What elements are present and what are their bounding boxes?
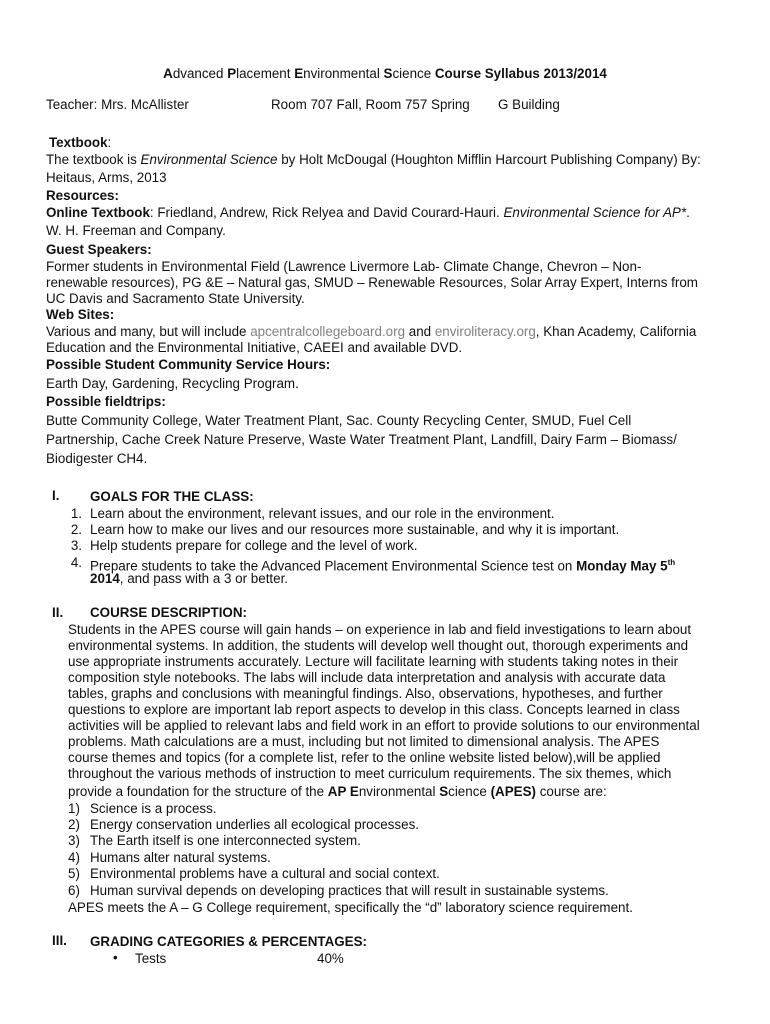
a-g-requirement: APES meets the A – G College requirement, specifically the “d” laboratory science requirement. <box>68 900 633 915</box>
section-number: III. <box>52 933 67 948</box>
theme-item: Humans alter natural systems. <box>90 850 271 865</box>
room-info: Room 707 Fall, Room 757 Spring <box>271 97 470 112</box>
teacher-name: Teacher: Mrs. McAllister <box>46 97 189 112</box>
text: cience <box>448 784 491 799</box>
goal-item: Help students prepare for college and the level of work. <box>90 538 418 553</box>
title-letter: S <box>383 66 393 81</box>
online-textbook-label: Online Textbook <box>46 205 150 220</box>
section-number: II. <box>52 605 64 620</box>
guest-speakers-heading: Guest Speakers: <box>46 242 152 257</box>
title-letter: A <box>163 66 173 81</box>
fieldtrips-line-3: Biodigester CH4. <box>46 451 148 466</box>
guest-line-2: renewable resources), PG &E – Natural gas, SMUD – Renewable Resources, Solar Array Expert, Interns from <box>46 275 698 290</box>
text: . <box>686 205 690 220</box>
title-text: lacement <box>236 66 295 81</box>
course-line: environmental systems. In addition, the students will develop well thought out, thorough experiments and <box>68 638 689 653</box>
goal-item: Learn how to make our lives and our resources more sustainable, and why it is important. <box>90 522 620 537</box>
course-line: activities will be applied to relevant labs and field work in an effort to provide solutions to our environmental <box>68 718 700 733</box>
goal-item: Learn about the environment, relevant issues, and our role in the environment. <box>90 506 555 521</box>
book-title: Environmental Science <box>140 152 278 167</box>
section-number: I. <box>52 488 60 503</box>
textbook-line-1 <box>46 152 701 168</box>
list-number: 2. <box>70 522 82 537</box>
text: : Friedland, Andrew, Rick Relyea and David Courard-Hauri. <box>149 205 504 220</box>
fieldtrips-heading: Possible fieldtrips: <box>46 394 166 409</box>
college-board-link[interactable]: apcentralcollegeboard.org <box>250 324 406 339</box>
theme-number: 5) <box>68 866 80 881</box>
online-textbook-line <box>46 205 690 221</box>
test-year: 2014 <box>90 571 120 586</box>
text: provide a foundation for the structure of the <box>68 784 328 799</box>
theme-item: Human survival depends on developing practices that will result in sustainable systems. <box>90 883 609 898</box>
grading-category: Tests <box>135 951 167 966</box>
goals-heading: GOALS FOR THE CLASS: <box>90 489 254 504</box>
course-line: Students in the APES course will gain hands – on experience in lab and field investigations to learn about <box>68 622 692 637</box>
goal-item-continued <box>90 571 288 587</box>
text: and <box>405 324 435 339</box>
grading-heading: GRADING CATEGORIES & PERCENTAGES: <box>90 934 368 949</box>
fieldtrips-line-2: Partnership, Cache Creek Nature Preserve, Waste Water Treatment Plant, Landfill, Dairy Farm – Biomass/ <box>46 432 677 447</box>
title-letter: E <box>294 66 304 81</box>
web-line-1 <box>46 324 696 340</box>
web-sites-heading: Web Sites: <box>46 307 115 322</box>
theme-item: Environmental problems have a cultural and social context. <box>90 866 440 881</box>
course-line: tables, graphs and conclusions with meaningful findings. Also, observations, hypotheses, and further <box>68 686 663 701</box>
text: , Khan Academy, California <box>535 324 697 339</box>
theme-number: 3) <box>68 833 80 848</box>
theme-number: 4) <box>68 850 80 865</box>
text: , and pass with a 3 or better. <box>119 571 289 586</box>
grading-percentage: 40% <box>317 951 344 966</box>
bold-text: AP E <box>327 784 359 799</box>
textbook-colon: : <box>107 135 112 150</box>
service-hours-line: Earth Day, Gardening, Recycling Program. <box>46 376 299 391</box>
title-rest: Course Syllabus 2013/2014 <box>434 66 607 81</box>
book-title: Environmental Science for AP* <box>503 205 687 220</box>
title-text: nvironmental <box>303 66 384 81</box>
guest-line-3: UC Davis and Sacramento State University. <box>46 291 305 306</box>
textbook-heading <box>49 135 111 151</box>
fieldtrips-line-1: Butte Community College, Water Treatment Plant, Sac. County Recycling Center, SMUD, Fuel Cell <box>46 413 632 428</box>
resources-heading: Resources: <box>46 188 119 203</box>
course-line: throughout the various methods of instruction to meet curriculum requirements. The six themes, which <box>68 766 672 781</box>
text: nvironmental <box>358 784 440 799</box>
text: course are: <box>535 784 607 799</box>
title-letter: P <box>227 66 237 81</box>
web-line-2: Education and the Environmental Initiative, CAEEI and available DVD. <box>46 340 463 355</box>
course-line: problems. Math calculations are a must, including but not limited to dimensional analysis. The APES <box>68 734 660 749</box>
theme-item: Science is a process. <box>90 801 217 816</box>
textbook-label: Textbook <box>49 135 108 150</box>
list-number: 4. <box>70 555 82 570</box>
text: Prepare students to take the Advanced Placement Environmental Science test on <box>90 558 577 574</box>
theme-number: 6) <box>68 883 80 898</box>
list-number: 3. <box>70 538 82 553</box>
course-line <box>68 784 607 800</box>
service-hours-heading: Possible Student Community Service Hours: <box>46 357 331 372</box>
theme-item: Energy conservation underlies all ecological processes. <box>90 817 419 832</box>
publisher-line: W. H. Freeman and Company. <box>46 223 226 238</box>
course-line: questions to explore are important lab report aspects to develop in this class. Concepts learned in class <box>68 702 680 717</box>
course-line: composition style notebooks. The labs will include data interpretation and analysis with accurate data <box>68 670 666 685</box>
text: by Holt McDougal (Houghton Mifflin Harcourt Publishing Company) By: <box>277 152 701 167</box>
test-date: Monday May 5 <box>576 558 668 574</box>
building-info: G Building <box>498 97 560 112</box>
text: Various and many, but will include <box>46 324 251 339</box>
title-text: dvanced <box>172 66 228 81</box>
theme-number: 1) <box>68 801 80 816</box>
superscript: th <box>667 558 676 567</box>
title-text: cience <box>392 66 435 81</box>
list-number: 1. <box>70 506 82 521</box>
guest-line-1: Former students in Environmental Field (Lawrence Livermore Lab- Climate Change, Chevron – Non- <box>46 259 642 274</box>
textbook-line-2: Heitaus, Arms, 2013 <box>46 170 167 185</box>
enviroliteracy-link[interactable]: enviroliteracy.org <box>434 324 536 339</box>
document-title <box>0 66 770 81</box>
bullet: • <box>113 950 118 965</box>
text: The textbook is <box>46 152 141 167</box>
course-line: use appropriate instruments accurately. Lecture will facilitate learning with students taking notes in their <box>68 654 679 669</box>
theme-number: 2) <box>68 817 80 832</box>
course-line: course themes and topics (for a complete list, refer to the online website listed below),will be applied <box>68 750 661 765</box>
bold-text: (APES) <box>490 784 536 799</box>
bold-text: S <box>439 784 449 799</box>
theme-item: The Earth itself is one interconnected system. <box>90 833 361 848</box>
course-description-heading: COURSE DESCRIPTION: <box>90 605 247 620</box>
